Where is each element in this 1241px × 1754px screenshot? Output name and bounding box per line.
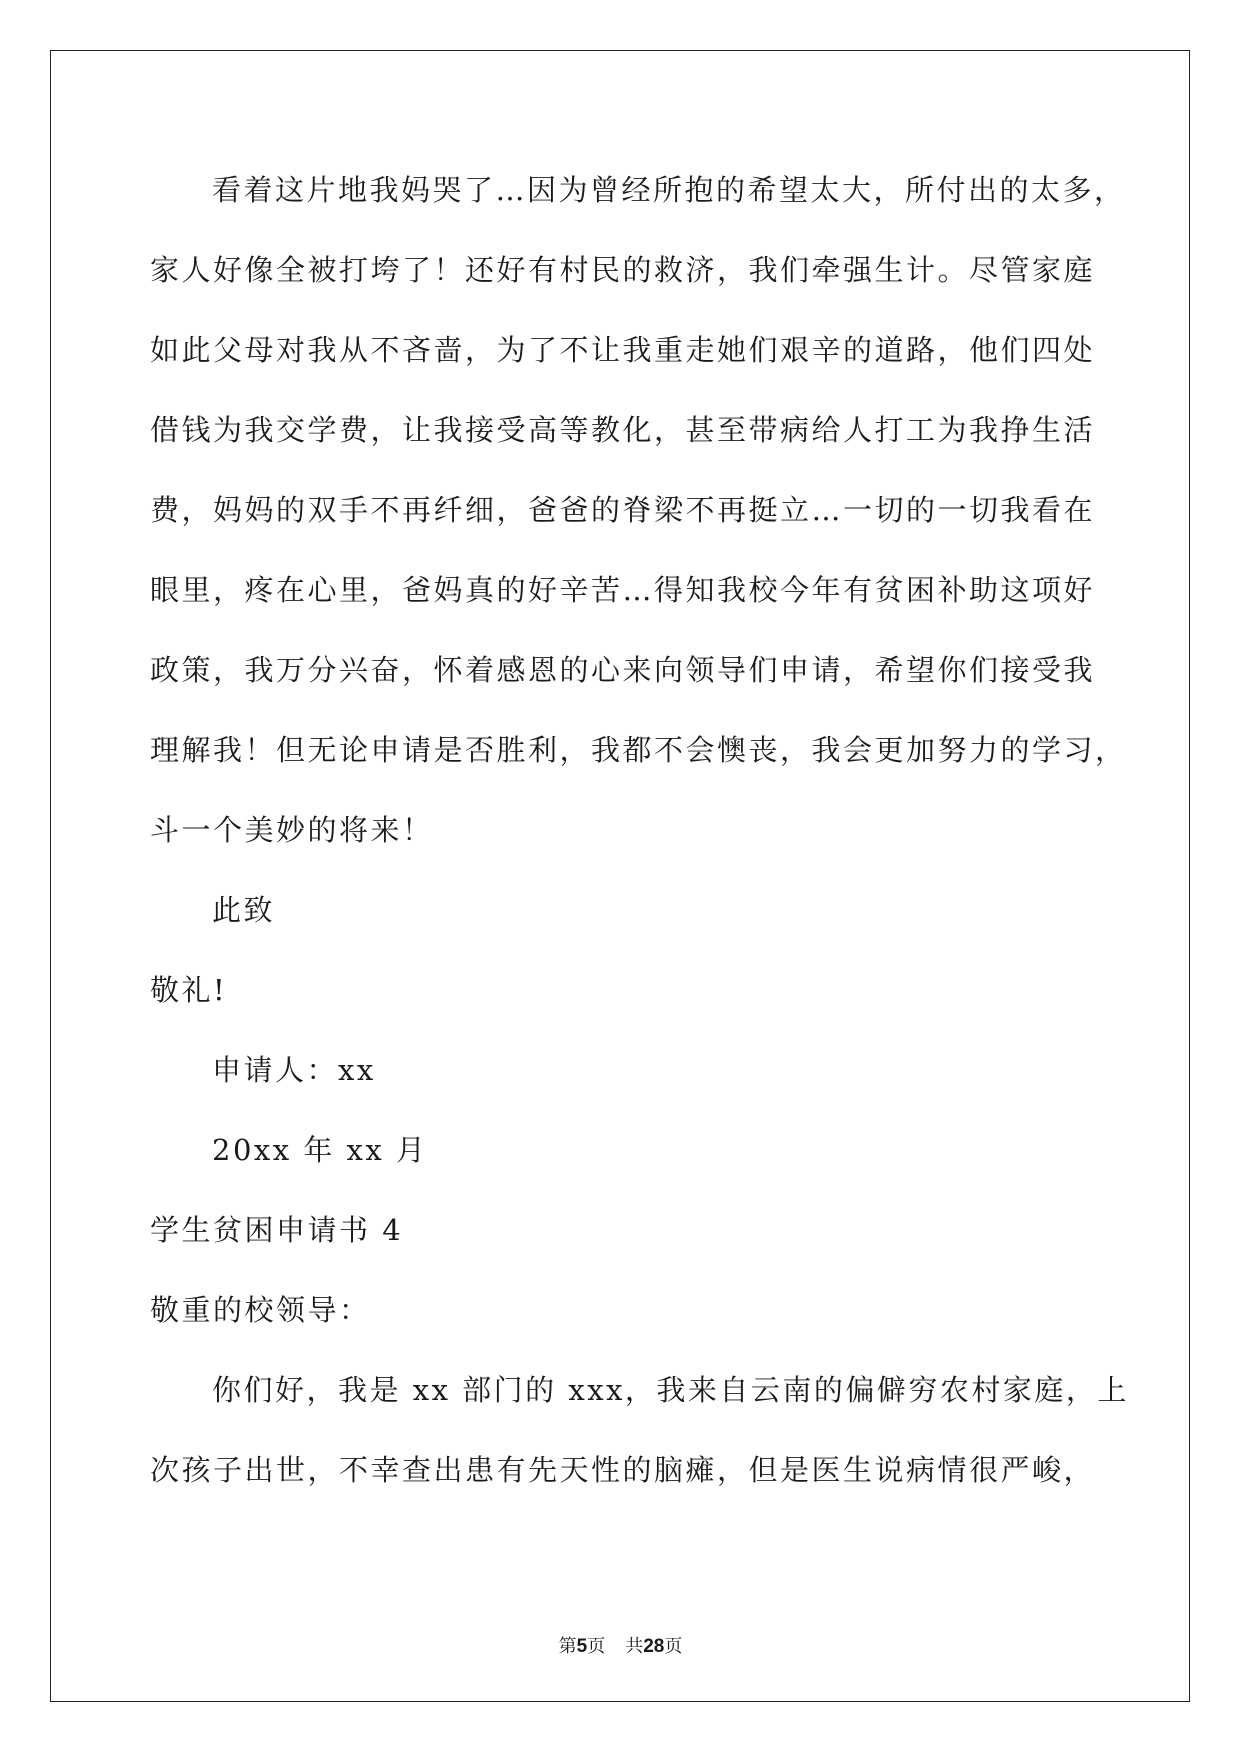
paragraph-line: 如此父母对我从不吝啬，为了不让我重走她们艰辛的道路，他们四处 — [150, 333, 1096, 367]
document-body — [150, 150, 1129, 1510]
total-pages: 28 — [643, 1636, 665, 1657]
paragraph-line: 理解我！但无论申请是否胜利，我都不会懊丧，我会更加努力的学习， — [150, 733, 1127, 767]
applicant-signature: 申请人：xx — [212, 1053, 376, 1087]
section-title: 学生贫困申请书 4 — [150, 1213, 404, 1247]
letter-greeting: 敬重的校领导： — [150, 1293, 371, 1327]
closing-salutation: 此致 — [212, 893, 276, 927]
paragraph-line: 斗一个美妙的将来！ — [150, 813, 434, 847]
page-prefix: 第 — [558, 1636, 577, 1657]
page-number: 5 — [576, 1636, 588, 1657]
total-prefix: 共 — [625, 1636, 644, 1657]
paragraph-line: 家人好像全被打垮了！还好有村民的救济，我们牵强生计。尽管家庭 — [150, 253, 1096, 287]
total-suffix: 页 — [664, 1636, 683, 1657]
letter-date: 20xx 年 xx 月 — [212, 1133, 428, 1167]
paragraph-line: 费，妈妈的双手不再纤细，爸爸的脊梁不再挺立…一切的一切我看在 — [150, 493, 1096, 527]
page-suffix: 页 — [587, 1636, 606, 1657]
paragraph-line: 政策，我万分兴奋，怀着感恩的心来向领导们申请，希望你们接受我 — [150, 653, 1096, 687]
paragraph-line: 次孩子出世，不幸查出患有先天性的脑瘫，但是医生说病情很严峻， — [150, 1453, 1096, 1487]
paragraph-line: 眼里，疼在心里，爸妈真的好辛苦…得知我校今年有贫困补助这项好 — [150, 573, 1096, 607]
page-footer — [0, 1635, 1241, 1659]
paragraph-line: 你们好，我是 xx 部门的 xxx，我来自云南的偏僻穷农村家庭，上 — [212, 1373, 1129, 1407]
paragraph-line: 借钱为我交学费，让我接受高等教化，甚至带病给人打工为我挣生活 — [150, 413, 1096, 447]
closing-regards: 敬礼! — [150, 973, 228, 1007]
paragraph-line: 看着这片地我妈哭了…因为曾经所抱的希望太大，所付出的太多， — [212, 173, 1126, 207]
